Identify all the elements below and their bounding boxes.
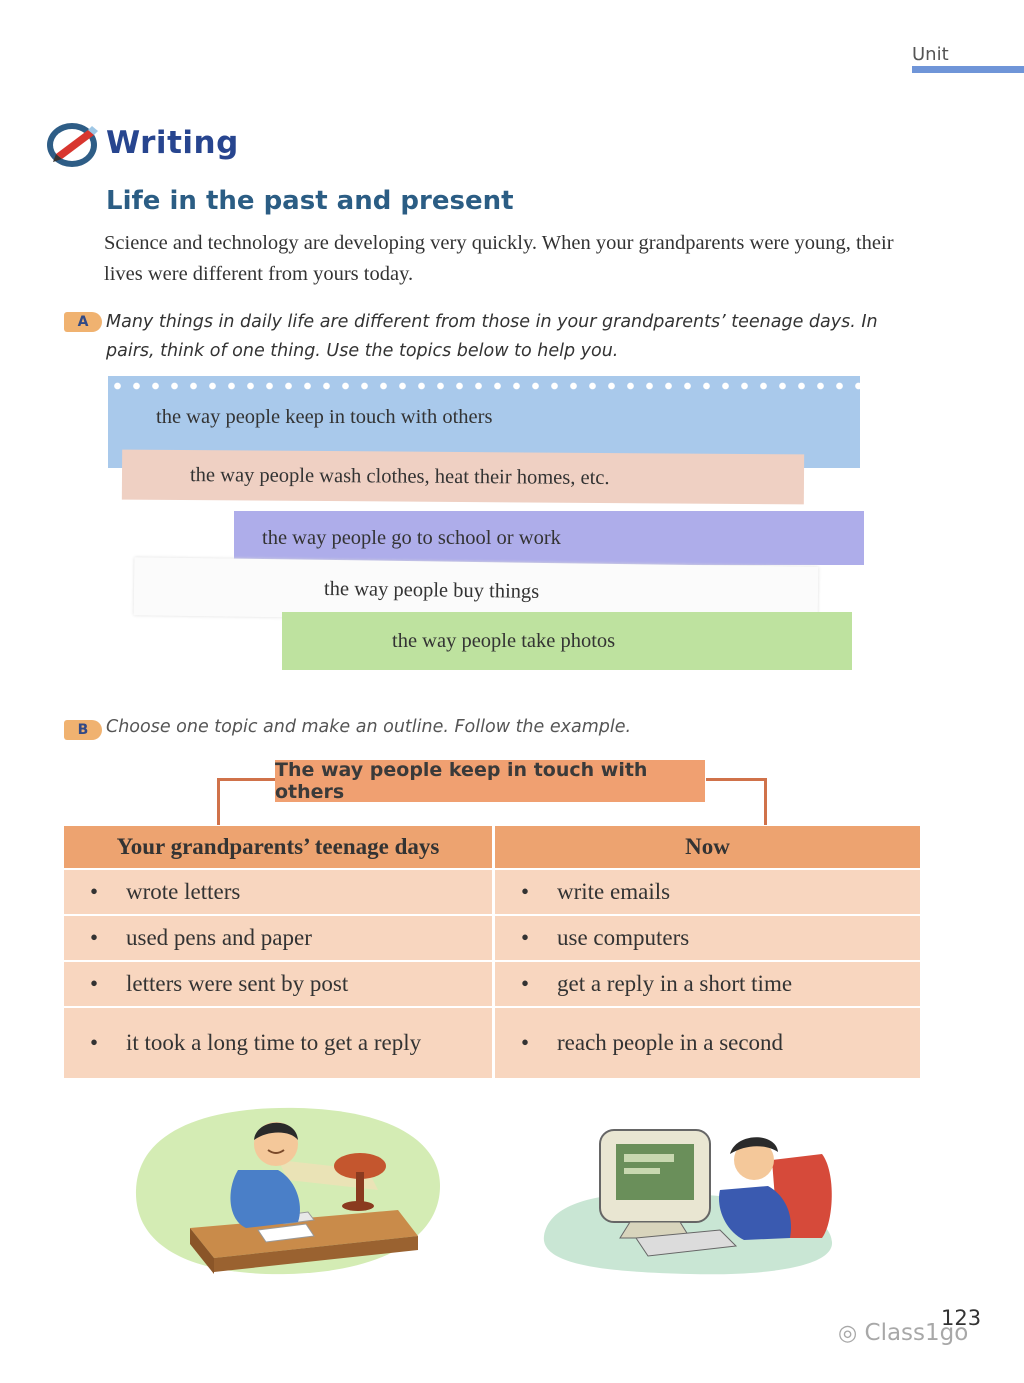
topic-text: the way people go to school or work [262,526,561,549]
bullet: • [90,971,99,996]
table-row [64,1006,920,1078]
notebook-holes [108,382,860,390]
now-item: use computers [557,925,690,950]
boy-writing-letter-illustration [128,1100,448,1280]
writing-pen-icon [44,118,102,170]
section-subtitle: Life in the past and present [106,186,514,216]
page-number: 123 [941,1306,982,1330]
topic-text: the way people keep in touch with others [156,406,493,428]
now-item: reach people in a second [557,1030,784,1055]
past-item: it took a long time to get a reply [126,1030,422,1055]
table-row [64,914,920,960]
table-cell [492,1006,920,1078]
topic-strip [122,450,804,505]
now-item: get a reply in a short time [557,971,793,996]
bullet: • [90,925,99,950]
table-row [64,960,920,1006]
table-cell [64,1006,492,1078]
bullet: • [90,1030,99,1055]
outline-bracket-left [217,778,280,825]
unit-header-bar [912,66,1024,73]
task-b-instruction: Choose one topic and make an outline. Follow the example. [106,717,632,737]
wechat-icon: ◎ [838,1321,858,1346]
task-a-instruction: Many things in daily life are different from those in your grandparents’ teenage days. In pairs, think of one thing. Use the topics below to help you. [106,312,878,361]
boy-using-computer-illustration [540,1126,840,1276]
bullet: • [521,971,530,996]
outline-bracket-right [706,778,767,825]
table-cell [64,868,492,914]
table-row [64,868,920,914]
table-cell [492,868,920,914]
watermark-text: Class1go [864,1320,969,1346]
topic-text: the way people take photos [392,629,616,652]
table-cell [492,960,920,1006]
bullet: • [521,925,530,950]
task-a-tag: A [64,312,102,332]
task-b-tag: B [64,720,102,740]
watermark [838,1320,968,1346]
topic-text: the way people wash clothes, heat their homes, etc. [189,463,610,489]
table-cell [492,914,920,960]
topic-strip [282,612,852,670]
past-item: used pens and paper [126,925,312,950]
past-item: wrote letters [126,879,241,904]
bullet: • [521,1030,530,1055]
now-item: write emails [557,879,671,904]
bullet: • [521,879,530,904]
table-cell [64,960,492,1006]
past-item: letters were sent by post [126,971,349,996]
unit-label: Unit [912,44,949,65]
intro-paragraph: Science and technology are developing very quickly. When your grandparents were young, their lives were different from yours today. [104,232,894,285]
outline-topic-heading: The way people keep in touch with others [275,760,705,802]
topic-strip [234,511,864,565]
column-header-past: Your grandparents’ teenage days [64,826,492,868]
section-title: Writing [106,125,239,161]
column-header-now: Now [492,826,920,868]
bullet: • [90,879,99,904]
topic-text: the way people buy things [323,577,540,603]
outline-table [64,826,920,1078]
table-cell [64,914,492,960]
